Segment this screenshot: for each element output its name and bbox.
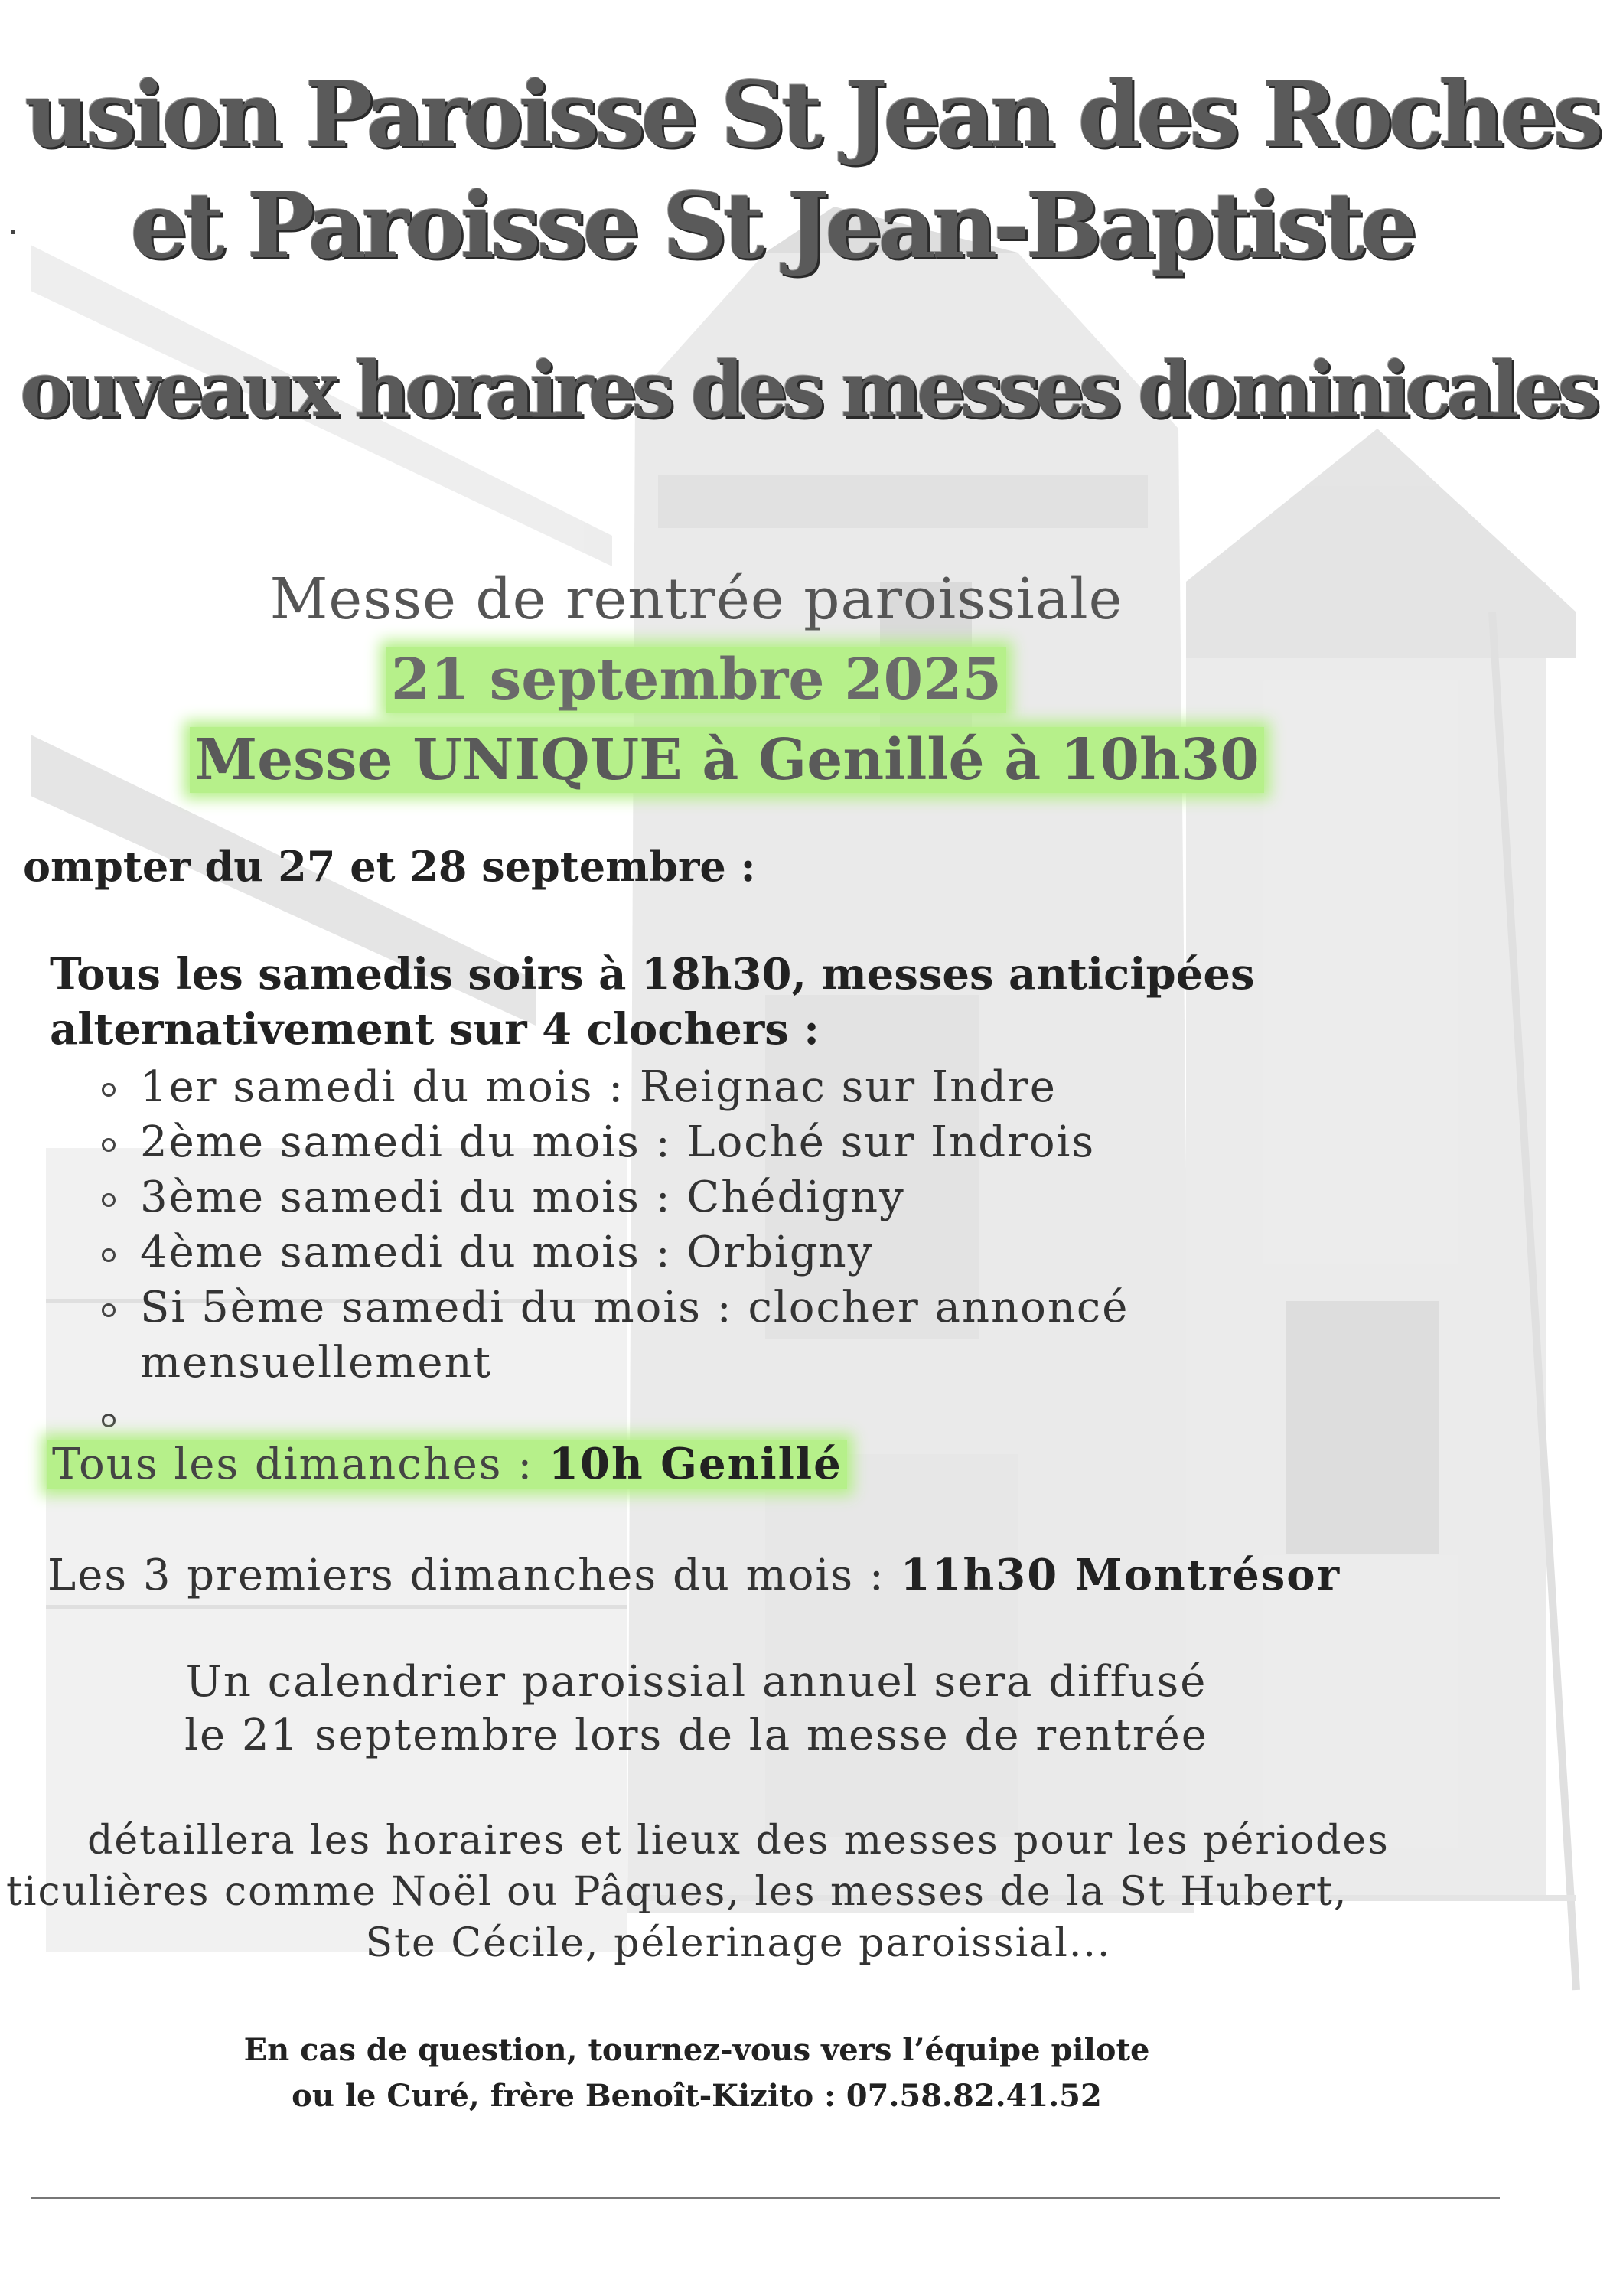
rentree-date-text: 21 septembre 2025 <box>386 647 1006 713</box>
sundays-line <box>47 1439 847 1489</box>
contact-line-2: ou le Curé, frère Benoît-Kizito : 07.58.82.41.52 <box>292 2078 1102 2114</box>
first-three-label: Les 3 premiers dimanches du mois : <box>47 1551 901 1600</box>
details-line-1: détaillera les horaires et lieux des messes pour les périodes <box>87 1818 1390 1864</box>
circle-bullet-icon <box>102 1248 116 1262</box>
rentree-unique-mass <box>0 727 1454 793</box>
schedule-intro: ompter du 27 et 28 septembre : <box>23 842 756 891</box>
list-item: 1er samedi du mois : Reignac sur Indre <box>96 1060 1129 1115</box>
circle-bullet-icon <box>102 1414 116 1427</box>
circle-bullet-icon <box>102 1138 116 1152</box>
details-line-3: Ste Cécile, pélerinage paroissial... <box>365 1920 1112 1966</box>
list-item: 2ème samedi du mois : Loché sur Indrois <box>96 1115 1129 1170</box>
rentree-date <box>0 647 1393 713</box>
list-item: Si 5ème samedi du mois : clocher annoncé mensuellement <box>96 1280 1129 1391</box>
title-line-1: usion Paroisse St Jean des Roches <box>24 61 1599 168</box>
saturday-locations-list <box>96 1060 1129 1446</box>
list-item-empty <box>96 1391 1129 1446</box>
calendar-line-2: le 21 septembre lors de la messe de rentrée <box>184 1711 1208 1760</box>
first-three-value: 11h30 Montrésor <box>900 1550 1341 1600</box>
circle-bullet-icon <box>102 1303 116 1317</box>
footer-divider <box>31 2197 1500 2199</box>
sundays-value: 10h Genillé <box>549 1439 842 1489</box>
circle-bullet-icon <box>102 1083 116 1097</box>
circle-bullet-icon <box>102 1193 116 1207</box>
saturday-line-1: Tous les samedis soirs à 18h30, messes anticipées <box>50 949 1255 1000</box>
rentree-unique-text: Messe UNIQUE à Genillé à 10h30 <box>190 727 1264 793</box>
title-line-3: ouveaux horaires des messes dominicales <box>20 344 1595 435</box>
list-item: 4ème samedi du mois : Orbigny <box>96 1225 1129 1280</box>
list-item: 3ème samedi du mois : Chédigny <box>96 1170 1129 1225</box>
sundays-label: Tous les dimanches : <box>52 1440 549 1489</box>
rentree-heading: Messe de rentrée paroissiale <box>269 566 1123 632</box>
contact-line-1: En cas de question, tournez-vous vers l’équipe pilote <box>243 2032 1150 2068</box>
scan-mark <box>11 230 15 234</box>
details-line-2: ticulières comme Noël ou Pâques, les messes de la St Hubert, <box>6 1869 1348 1915</box>
title-line-2: et Paroisse St Jean-Baptiste <box>130 172 1413 279</box>
first-three-sundays-line <box>47 1550 1341 1600</box>
saturday-line-2: alternativement sur 4 clochers : <box>50 1004 820 1055</box>
calendar-line-1: Un calendrier paroissial annuel sera diffusé <box>185 1657 1207 1707</box>
